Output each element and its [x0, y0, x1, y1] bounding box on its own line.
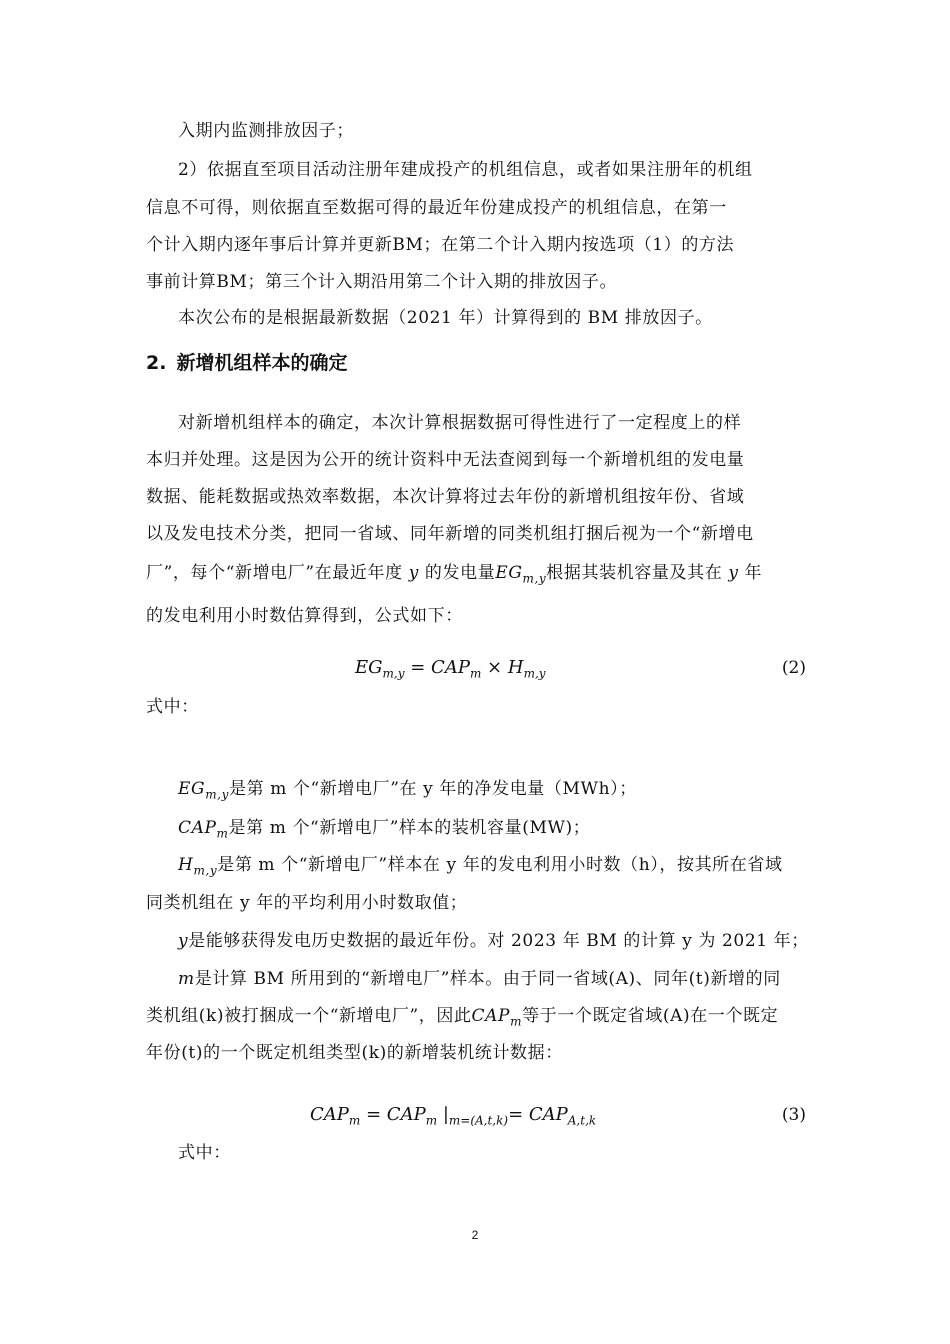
page-number: 2: [471, 1228, 479, 1242]
text-line: 以及发电技术分类，把同一省域、同年新增的同类机组打捆后视为一个“新增电: [146, 524, 754, 544]
text-fragment: 类机组(k)被打捆成一个“新增电厂”，因此: [146, 1006, 472, 1026]
text-line: 入期内监测排放因子；: [178, 121, 354, 141]
text-line: 式中：: [146, 697, 199, 717]
definition-cap: $CAP_m$是第 m 个“新增电厂”样本的装机容量(MW)；: [178, 818, 591, 841]
text-fragment: 是第 m 个“新增电厂”在 y 年的净发电量（MWh）；: [228, 779, 637, 799]
text-fragment: 是计算 BM 所用到的“新增电厂”样本。由于同一省域(A)、同年(t)新增的同: [194, 969, 781, 989]
text-line: 同类机组在 y 年的平均利用小时数取值；: [146, 893, 468, 913]
section-heading: [146, 349, 347, 377]
text-line: 厂”，每个“新增电厂”在最近年度 y 的发电量$EG_{m,y}$根据其装机容量及其在 y 年: [146, 563, 763, 586]
text-line: 本次公布的是根据最新数据（2021 年）计算得到的 BM 排放因子。: [178, 308, 713, 328]
equation-number: (2): [781, 658, 806, 678]
definition-m: m是计算 BM 所用到的“新增电厂”样本。由于同一省域(A)、同年(t)新增的同: [178, 969, 781, 989]
text-line: 对新增机组样本的确定，本次计算根据数据可得性进行了一定程度上的样: [178, 413, 742, 433]
text-line: 的发电利用小时数估算得到，公式如下：: [146, 606, 463, 626]
section-number: 2.: [146, 352, 167, 374]
text-line: 本归并处理。这是因为公开的统计资料中无法查阅到每一个新增机组的发电量: [146, 450, 745, 470]
equation-2: $EG_{m,y} = CAP_m \times H_{m,y}$: [355, 657, 546, 681]
text-line: 类机组(k)被打捆成一个“新增电厂”，因此$CAP_m$等于一个既定省域(A)在一个既定: [146, 1006, 779, 1029]
section-title: 新增机组样本的确定: [176, 352, 348, 374]
text-fragment: 等于一个既定省域(A)在一个既定: [522, 1006, 779, 1026]
text-line: 信息不可得，则依据直至数据可得的最近年份建成投产的机组信息，在第一: [146, 198, 727, 218]
text-fragment: 年: [738, 563, 763, 583]
text-line: 年份(t)的一个既定机组类型(k)的新增装机统计数据：: [146, 1043, 563, 1063]
equation-number: (3): [781, 1105, 806, 1125]
definition-y: y是能够获得发电历史数据的最近年份。对 2023 年 BM 的计算 y 为 2021 年；: [178, 931, 809, 951]
text-fragment: 是能够获得发电历史数据的最近年份。对 2023 年 BM 的计算 y 为 2021 年；: [188, 931, 809, 951]
text-fragment: 根据其装机容量及其在: [546, 563, 729, 583]
equation-3: $CAP_m = CAP_m$ $|_{m=(A,t,k)}= CAP_{A,t,k}$: [310, 1104, 597, 1128]
text-line: 事前计算BM；第三个计入期沿用第二个计入期的排放因子。: [146, 272, 618, 292]
text-fragment: 的发电量: [418, 563, 496, 583]
text-fragment: 厂”，每个“新增电厂”在最近年度: [146, 563, 409, 583]
text-fragment: 是第 m 个“新增电厂”样本在 y 年的发电利用小时数（h），按其所在省域: [217, 855, 783, 875]
text-fragment: 是第 m 个“新增电厂”样本的装机容量(MW)；: [228, 818, 591, 838]
definition-eg: $EG_{m,y}$是第 m 个“新增电厂”在 y 年的净发电量（MWh）；: [178, 779, 637, 802]
definition-h: $H_{m,y}$是第 m 个“新增电厂”样本在 y 年的发电利用小时数（h），按其所在省域: [178, 855, 783, 878]
text-line: 数据、能耗数据或热效率数据，本次计算将过去年份的新增机组按年份、省域: [146, 487, 745, 507]
text-line: 个计入期内逐年事后计算并更新BM；在第二个计入期内按选项（1）的方法: [146, 235, 735, 255]
text-line: 2）依据直至项目活动注册年建成投产的机组信息，或者如果注册年的机组: [178, 160, 753, 180]
text-line: 式中：: [178, 1143, 231, 1163]
